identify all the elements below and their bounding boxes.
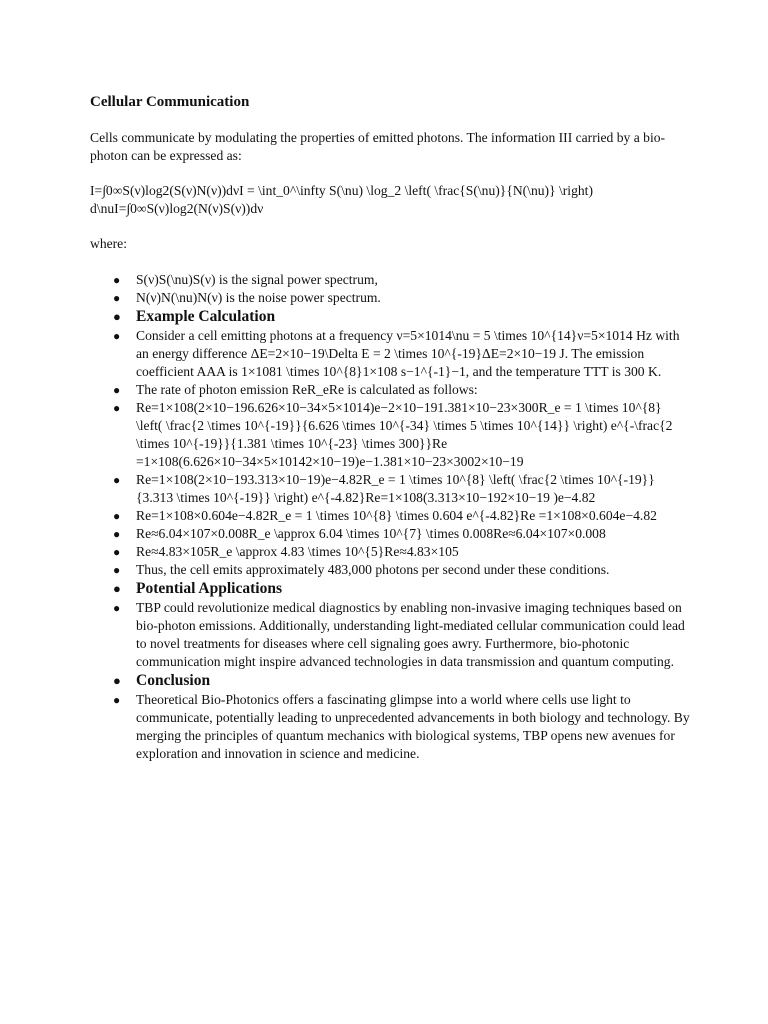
bullet-icon: ● [113,581,121,596]
section-title: Cellular Communication [90,94,250,110]
bullet-icon: ● [113,601,121,615]
bullet-icon: ● [113,545,121,559]
where-label: where: [90,236,127,251]
list-item: ● Consider a cell emitting photons at a frequency ν=5×1014\nu = 5 \times 10^{14}ν=5×1014 Hz with an energy difference ΔE=2×10−19\Delta E = 2 \times 10^{-19}ΔE=2×10−19 J. The emission coefficient AAA is 1×1081 \times 10^{8}1×108 s−1^{-1}−1, and the temperature TTT is 300 K. [113,328,680,379]
information-formula: I=∫0∞S(ν)log⁡2(S(ν)N(ν))dνI = \int_0^\infty S(\nu) \log_2 \left( \frac{S(\nu)}{N(\nu)} \right) d\nuI=∫0∞S(ν)log2(N(ν)S(ν))dν [90,183,593,216]
list-item: ● Thus, the cell emits approximately 483,000 photons per second under these conditions. [113,562,610,577]
bullet-icon: ● [113,563,121,577]
bullet-icon: ● [113,291,121,305]
subheading-conclusion: ● Conclusion [113,672,211,689]
list-item: ● The rate of photon emission ReR_eRe is calculated as follows: [113,382,478,397]
document-page [90,92,690,763]
bullet-icon: ● [113,383,121,397]
list-item: ● Re≈4.83×105R_e \approx 4.83 \times 10^{5}Re≈4.83×105 [113,544,459,559]
content-list [90,271,690,763]
list-item: ● N(ν)N(\nu)N(ν) is the noise power spectrum. [113,290,381,305]
bullet-icon: ● [113,273,121,287]
bullet-icon: ● [113,527,121,541]
subheading-applications: ● Potential Applications [113,580,282,597]
bullet-icon: ● [113,673,121,688]
intro-paragraph: Cells communicate by modulating the properties of emitted photons. The information III carried by a bio-photon can be expressed as: [90,130,666,163]
bullet-icon: ● [113,309,121,324]
list-item: ● Re≈6.04×107×0.008R_e \approx 6.04 \times 10^{7} \times 0.008Re≈6.04×107×0.008 [113,526,606,541]
list-item: ● Re=1×108(2×10−196.626×10−34×5×1014)e−2×10−191.381×10−23×300R_e = 1 \times 10^{8} \left( \frac{2 \times 10^{-19}}{6.626 \times 10^{-34} \times 5 \times 10^{14}} \right) e^{-\frac{2 \times 10^{-19}}{1.381 \times 10^{-23} \times 300}}Re =1×108(6.626×10−34×5×10142×10−19)e−1.381×10−23×3002×10−19 [113,400,673,469]
list-item: ● Theoretical Bio-Photonics offers a fascinating glimpse into a world where cells use light to communicate, potentially leading to unprecedented advancements in both biology and technology. By merging the principles of quantum mechanics with biological systems, TBP opens new avenues for exploration and innovation in science and medicine. [113,692,690,761]
list-item: ● Re=1×108×0.604e−4.82R_e = 1 \times 10^{8} \times 0.604 e^{-4.82}Re =1×108×0.604e−4.82 [113,508,657,523]
list-item: ● TBP could revolutionize medical diagnostics by enabling non-invasive imaging techniques based on bio-photon emissions. Additionally, understanding light-mediated cellular communication could lead to novel treatments for diseases where cell signaling goes awry. Furthermore, bio-photonic communication might inspire advanced technologies in data transmission and quantum computing. [113,600,685,669]
bullet-icon: ● [113,401,121,415]
bullet-icon: ● [113,509,121,523]
bullet-icon: ● [113,693,121,707]
bullet-icon: ● [113,473,121,487]
bullet-icon: ● [113,329,121,343]
list-item: ● S(ν)S(\nu)S(ν) is the signal power spectrum, [113,272,378,287]
list-item: ● Re=1×108(2×10−193.313×10−19)e−4.82R_e = 1 \times 10^{8} \left( \frac{2 \times 10^{-19}}{3.313 \times 10^{-19}} \right) e^{-4.82}Re=1×108(3.313×10−192×10−19 )e−4.82 [113,472,655,505]
subheading-example: ● Example Calculation [113,308,276,325]
